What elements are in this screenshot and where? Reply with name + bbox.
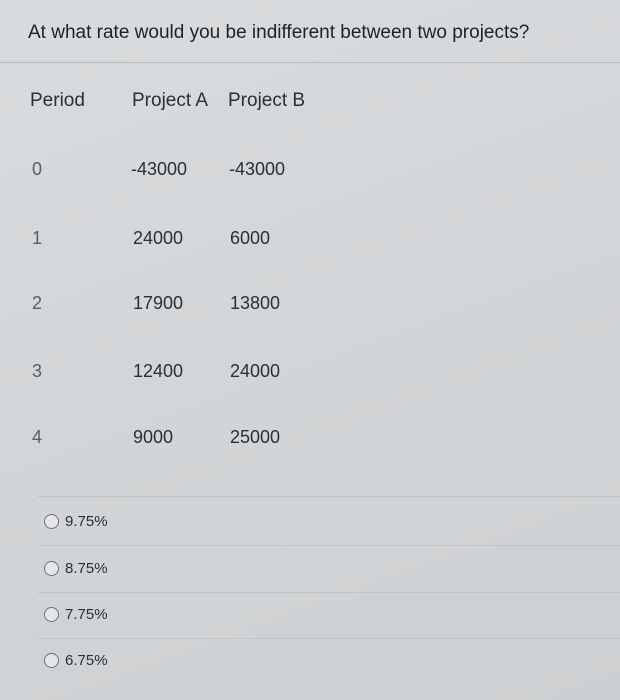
project-a-cell: 12400 [133, 361, 184, 381]
divider [38, 592, 620, 593]
header-period: Period [30, 90, 85, 111]
option-label: 9.75% [65, 513, 108, 530]
divider [38, 545, 620, 546]
divider [38, 496, 620, 497]
divider [38, 638, 620, 639]
project-b-cell: 6000 [230, 228, 271, 248]
option-6-75[interactable] [44, 652, 108, 669]
project-a-cell: -43000 [131, 159, 188, 179]
option-label: 7.75% [65, 606, 108, 623]
radio-button[interactable] [44, 561, 59, 576]
question-text: At what rate would you be indifferent between two projects? [28, 22, 530, 43]
radio-button[interactable] [44, 653, 59, 668]
option-label: 6.75% [65, 652, 108, 669]
period-cell: 4 [32, 427, 43, 447]
project-a-cell: 17900 [133, 293, 184, 313]
period-cell: 1 [32, 228, 43, 248]
option-8-75[interactable] [44, 560, 108, 577]
radio-button[interactable] [44, 607, 59, 622]
project-a-cell: 9000 [133, 427, 174, 447]
project-b-cell: 25000 [230, 427, 281, 447]
header-project-a: Project A [132, 90, 209, 111]
header-project-b: Project B [228, 90, 306, 111]
option-7-75[interactable] [44, 606, 108, 623]
period-cell: 0 [32, 159, 43, 179]
divider [0, 62, 620, 63]
project-a-cell: 24000 [133, 228, 184, 248]
project-b-cell: 24000 [230, 361, 281, 381]
project-b-cell: -43000 [229, 159, 286, 179]
option-label: 8.75% [65, 560, 108, 577]
project-b-cell: 13800 [230, 293, 281, 313]
period-cell: 2 [32, 293, 43, 313]
period-cell: 3 [32, 361, 43, 381]
option-9-75[interactable] [44, 513, 108, 530]
radio-button[interactable] [44, 514, 59, 529]
